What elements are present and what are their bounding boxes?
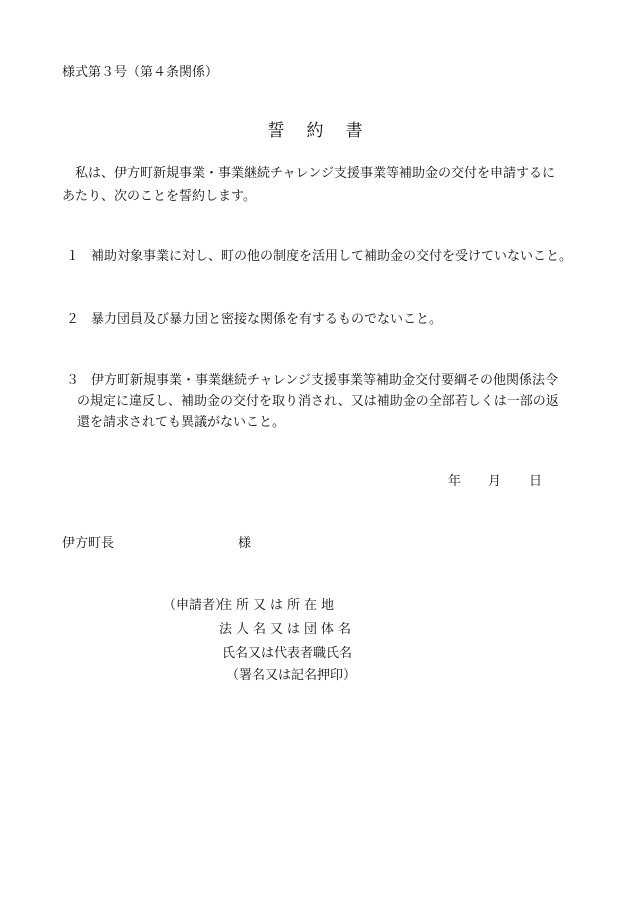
item-text-3-line-3: 還を請求されても異議がないこと。 [77, 415, 286, 430]
applicant-label: （申請者） [163, 598, 229, 613]
item-number-2: ２ [66, 312, 80, 327]
addressee-honorific: 様 [238, 536, 252, 551]
item-text-2: 暴力団員及び暴力団と密接な関係を有するものでないこと。 [91, 312, 443, 327]
date-month-label: 月 [488, 474, 502, 489]
applicant-corporation-label: 法人名又は団体名 [219, 622, 356, 637]
item-text-1: 補助対象事業に対し、町の他の制度を活用して補助金の交付を受けていないこと。 [91, 249, 573, 264]
applicant-name-label: 氏名又は代表者職氏名 [222, 646, 353, 661]
applicant-address-label: 住所又は所在地 [219, 598, 339, 613]
item-text-3-line-2: の規定に違反し、補助金の交付を取り消され、又は補助金の全部若しくは一部の返 [77, 394, 559, 409]
addressee-name: 伊方町長 [62, 536, 115, 551]
document-title: 誓約書 [267, 121, 385, 141]
item-number-1: １ [66, 249, 80, 264]
item-number-3: ３ [66, 373, 80, 388]
date-day-label: 日 [529, 474, 543, 489]
intro-line-1: 私は、伊方町新規事業・事業継続チャレンジ支援事業等補助金の交付を申請するに [62, 166, 555, 181]
intro-line-2: あたり、次のことを誓約します。 [62, 189, 256, 204]
applicant-signature-note: （署名又は記名押印） [226, 668, 357, 683]
item-text-3-line-1: 伊方町新規事業・事業継続チャレンジ支援事業等補助金交付要綱その他関係法令 [91, 373, 558, 388]
form-number: 様式第３号（第４条関係） [62, 65, 219, 80]
date-year-label: 年 [448, 474, 462, 489]
